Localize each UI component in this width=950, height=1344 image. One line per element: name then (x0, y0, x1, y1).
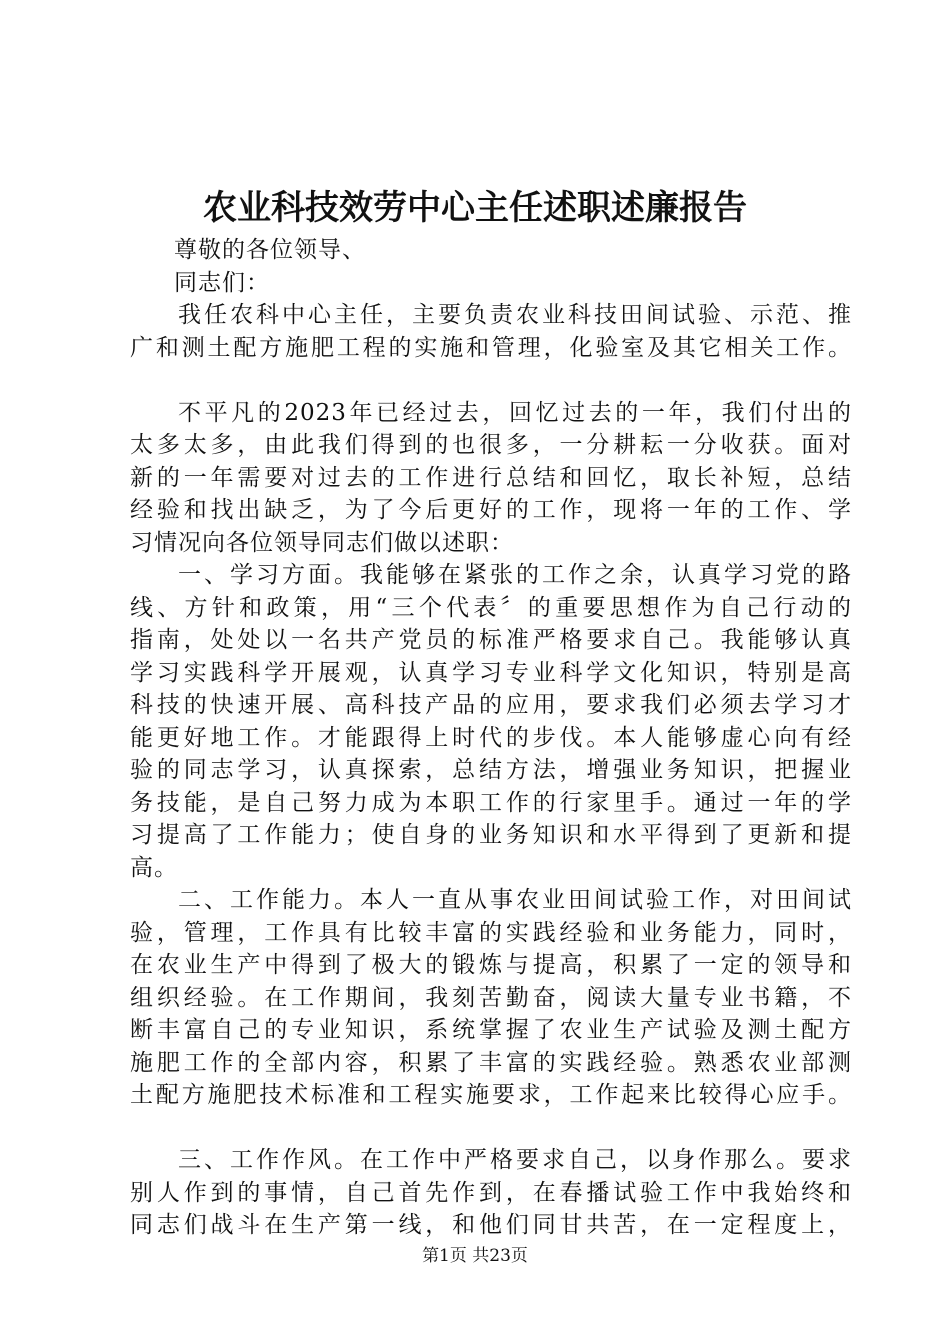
text-line: 习情况向各位领导同志们做以述职： (130, 529, 514, 556)
text-line: 高。 (130, 854, 178, 881)
text-line: 经验和找出缺乏，为了今后更好的工作，现将一年的工作、学 (130, 497, 852, 523)
salutation-line-1: 尊敬的各位领导、 (174, 237, 366, 263)
paragraph-gap (130, 364, 852, 397)
text-line: 组织经验。在工作期间，我刻苦勤奋，阅读大量专业书籍，不 (130, 984, 852, 1011)
text-line: 在农业生产中得到了极大的锻炼与提高，积累了一定的领导和 (130, 952, 852, 978)
text-line: 土配方施肥技术标准和工程实施要求，工作起来比较得心应手。 (130, 1082, 852, 1108)
text-line: 务技能，是自己努力成为本职工作的行家里手。通过一年的学 (130, 789, 852, 816)
text-line: 三、工作作风。在工作中严格要求自己，以身作那么。要求 (178, 1147, 852, 1173)
salutation-line-2: 同志们： (174, 269, 270, 296)
text-line: 验的同志学习，认真探索，总结方法，增强业务知识，把握业 (130, 757, 852, 783)
text-line: 断丰富自己的专业知识，系统掌握了农业生产试验及测土配方 (130, 1017, 852, 1043)
text-line: 施肥工作的全部内容，积累了丰富的实践经验。熟悉农业部测 (130, 1049, 852, 1076)
document-title: 农业科技效劳中心主任述职述廉报告 (203, 188, 747, 228)
text-line: 广和测土配方施肥工程的实施和管理，化验室及其它相关工作。 (130, 334, 852, 361)
paragraph-gap (130, 1112, 852, 1145)
text-line: 太多太多，由此我们得到的也很多，一分耕耘一分收获。面对 (130, 432, 852, 458)
text-line: 科技的快速开展、高科技产品的应用，要求我们必须去学习才 (130, 692, 852, 718)
text-line: 不平凡的2023年已经过去，回忆过去的一年，我们付出的 (178, 399, 852, 426)
text-line: 验，管理，工作具有比较丰富的实践经验和业务能力，同时， (130, 919, 852, 946)
text-line: 一、学习方面。我能够在紧张的工作之余，认真学习党的路 (178, 562, 852, 588)
text-line: 二、工作能力。本人一直从事农业田间试验工作，对田间试 (178, 887, 852, 913)
text-line: 习提高了工作能力；使自身的业务知识和水平得到了更新和提 (130, 822, 852, 848)
document-body (130, 234, 852, 1242)
text-line: 线、方针和政策，用“三个代表〞的重要思想作为自己行动的 (130, 594, 852, 621)
text-line: 我任农科中心主任，主要负责农业科技田间试验、示范、推 (178, 302, 852, 328)
text-line: 指南，处处以一名共产党员的标准严格要求自己。我能够认真 (130, 627, 852, 653)
text-line: 同志们战斗在生产第一线，和他们同甘共苦，在一定程度上， (130, 1212, 852, 1238)
text-line: 能更好地工作。才能跟得上时代的步伐。本人能够虚心向有经 (130, 724, 852, 751)
text-line: 别人作到的事情，自己首先作到，在春播试验工作中我始终和 (130, 1179, 852, 1206)
page-footer: 第1页 共23页 (422, 1246, 528, 1266)
text-line: 新的一年需要对过去的工作进行总结和回忆，取长补短，总结 (130, 464, 852, 491)
text-line: 学习实践科学开展观，认真学习专业科学文化知识，特别是高 (130, 659, 852, 686)
